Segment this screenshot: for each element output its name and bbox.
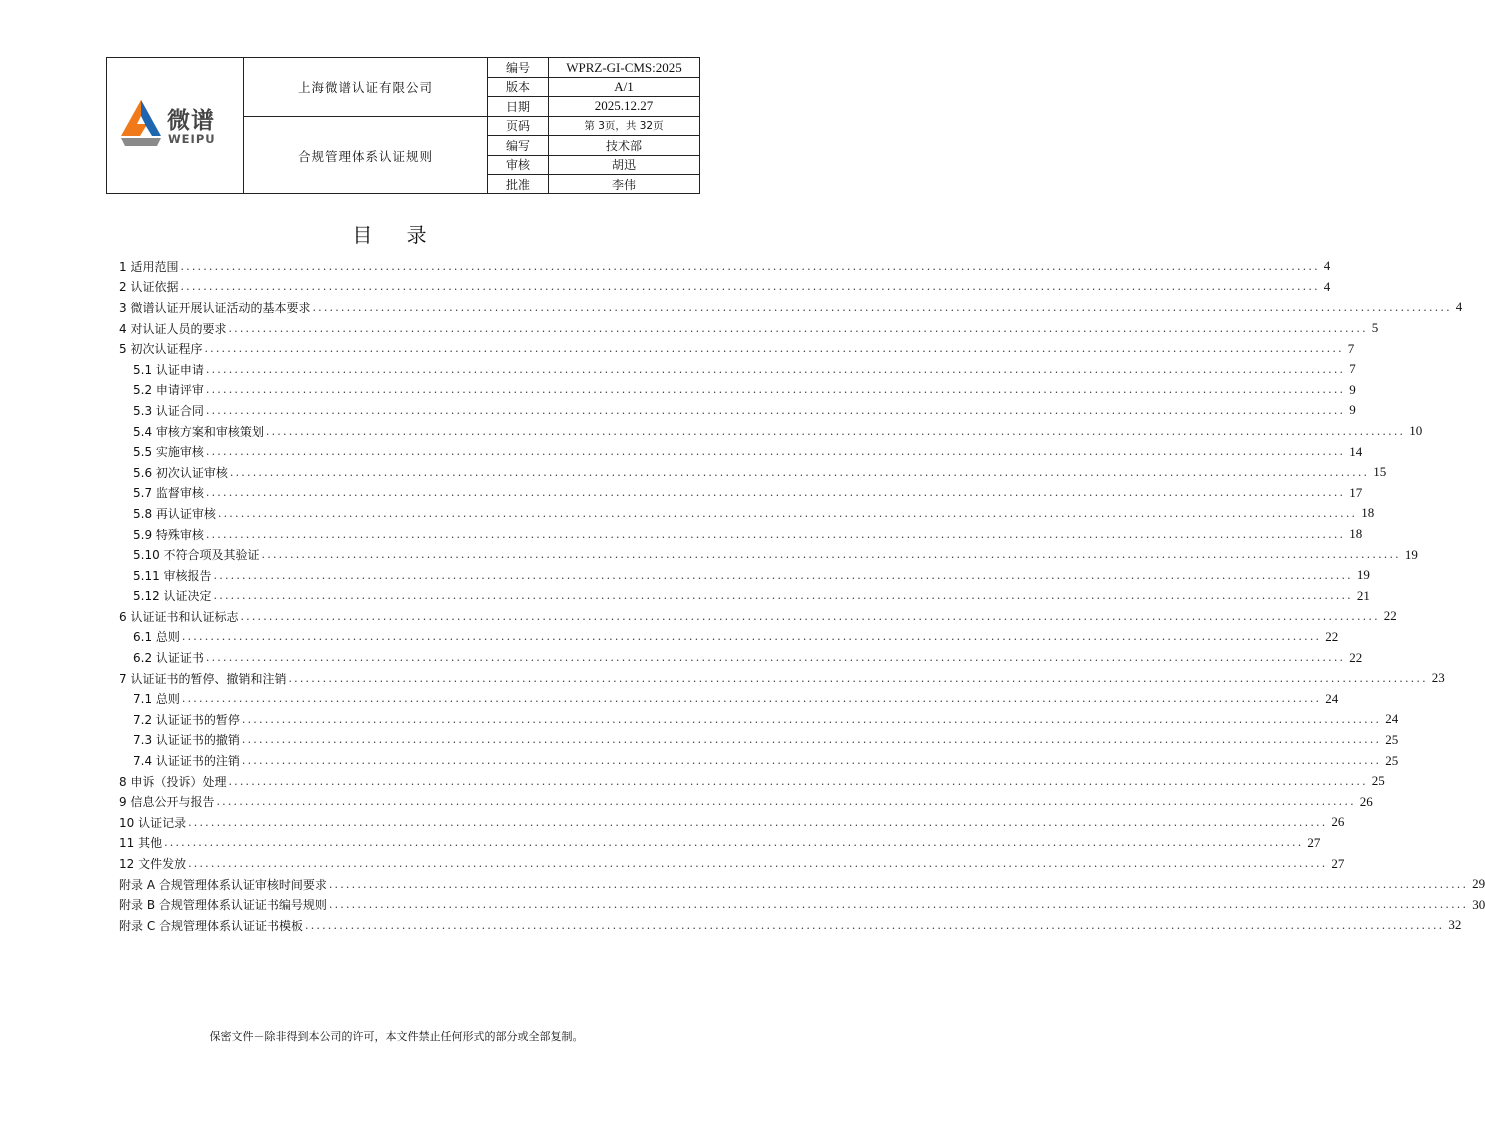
toc-entry-title: 1 适用范围 bbox=[119, 259, 179, 274]
toc-entry[interactable] bbox=[119, 277, 1331, 298]
toc-entry-title: 6 认证证书和认证标志 bbox=[119, 609, 239, 624]
toc-entry[interactable] bbox=[119, 894, 1485, 915]
toc-entry[interactable] bbox=[119, 688, 1339, 709]
toc-entry[interactable] bbox=[119, 503, 1375, 524]
toc-entry-title: 7.1 总则 bbox=[133, 692, 180, 707]
toc-entry[interactable] bbox=[119, 606, 1397, 627]
toc-entry-title: 6.2 认证证书 bbox=[133, 651, 204, 666]
document-date: 2025.12.27 bbox=[594, 98, 654, 113]
toc-leader-dots: ........................................................................................................................................................................................................ bbox=[305, 918, 1445, 932]
toc-entry[interactable] bbox=[119, 441, 1363, 462]
toc-entry-title: 附录 A 合规管理体系认证审核时间要求 bbox=[119, 877, 327, 892]
document-header-table bbox=[106, 57, 700, 194]
toc-entry[interactable] bbox=[119, 833, 1321, 854]
toc-entry[interactable] bbox=[119, 853, 1345, 874]
toc-entry-page: 22 bbox=[1349, 649, 1363, 665]
toc-entry[interactable] bbox=[119, 915, 1462, 936]
toc-entry-title: 12 文件发放 bbox=[119, 857, 187, 872]
toc-entry-title: 5.12 认证决定 bbox=[133, 589, 212, 604]
document-number: WPRZ-GI-CMS:2025 bbox=[566, 59, 682, 75]
toc-entry[interactable] bbox=[119, 586, 1370, 607]
toc-entry-title: 7.3 认证证书的撤销 bbox=[133, 733, 240, 748]
toc-entry-title: 4 对认证人员的要求 bbox=[119, 321, 227, 336]
toc-entry[interactable] bbox=[119, 318, 1379, 339]
toc-entry-page: 25 bbox=[1385, 731, 1399, 747]
field-label: 页码 bbox=[505, 119, 530, 133]
toc-entry-page: 9 bbox=[1349, 402, 1356, 418]
toc-entry-page: 29 bbox=[1472, 876, 1485, 892]
toc-entry-page: 26 bbox=[1331, 814, 1345, 830]
toc-leader-dots: ........................................................................................................................................................................................................ bbox=[205, 445, 1346, 459]
toc-leader-dots: ........................................................................................................................................................................................................ bbox=[228, 321, 1368, 335]
field-label: 编号 bbox=[505, 61, 530, 75]
toc-leader-dots: ........................................................................................................................................................................................................ bbox=[240, 609, 1380, 623]
toc-leader-dots: ........................................................................................................................................................................................................ bbox=[205, 383, 1346, 397]
field-label: 批准 bbox=[505, 177, 530, 192]
toc-entry-page: 18 bbox=[1361, 505, 1375, 521]
toc-entry-title: 5.9 特殊审核 bbox=[133, 527, 204, 542]
toc-entry-title: 5.4 审核方案和审核策划 bbox=[133, 424, 264, 439]
toc-entry-page: 30 bbox=[1472, 896, 1485, 912]
toc-entry-title: 附录 C 合规管理体系认证证书模板 bbox=[119, 918, 304, 933]
toc-entry-page: 14 bbox=[1349, 443, 1363, 459]
toc-leader-dots: ........................................................................................................................................................................................................ bbox=[216, 795, 1356, 809]
toc-entry-title: 5.6 初次认证审核 bbox=[133, 465, 228, 480]
toc-leader-dots: ........................................................................................................................................................................................................ bbox=[188, 815, 1328, 829]
toc-entry-page: 25 bbox=[1385, 752, 1399, 768]
toc-leader-dots: ........................................................................................................................................................................................................ bbox=[217, 506, 1358, 520]
logo-chinese-text: 微谱 bbox=[167, 108, 215, 134]
toc-entry[interactable] bbox=[119, 647, 1363, 668]
toc-entry-title: 5.11 审核报告 bbox=[133, 568, 212, 583]
toc-entry[interactable] bbox=[119, 668, 1445, 689]
toc-entry[interactable] bbox=[119, 730, 1399, 751]
toc-entry-title: 5.10 不符合项及其验证 bbox=[133, 548, 260, 563]
field-label: 编写 bbox=[505, 138, 530, 153]
toc-entry-page: 4 bbox=[1455, 299, 1463, 315]
toc-entry[interactable] bbox=[119, 421, 1423, 442]
toc-entry-title: 11 其他 bbox=[119, 836, 163, 851]
toc-leader-dots: ........................................................................................................................................................................................................ bbox=[188, 857, 1328, 871]
toc-leader-dots: ........................................................................................................................................................................................................ bbox=[261, 548, 1401, 562]
toc-entry-page: 9 bbox=[1349, 381, 1356, 397]
toc-entry-title: 7.4 认证证书的注销 bbox=[133, 754, 240, 769]
toc-entry-page: 22 bbox=[1383, 608, 1397, 624]
approver: 李伟 bbox=[611, 177, 636, 192]
toc-leader-dots: ........................................................................................................................................................................................................ bbox=[180, 280, 1320, 294]
toc-entry-page: 17 bbox=[1349, 484, 1363, 500]
toc-entry[interactable] bbox=[119, 874, 1485, 895]
toc-entry[interactable] bbox=[119, 524, 1363, 545]
toc-entry-page: 27 bbox=[1307, 834, 1321, 850]
toc-entry-title: 5.2 申请评审 bbox=[133, 383, 204, 398]
author-department: 技术部 bbox=[605, 138, 642, 153]
toc-leader-dots: ........................................................................................................................................................................................................ bbox=[241, 754, 1382, 768]
toc-entry[interactable] bbox=[119, 338, 1355, 359]
toc-entry-page: 23 bbox=[1431, 670, 1445, 686]
toc-leader-dots: ........................................................................................................................................................................................................ bbox=[328, 877, 1469, 891]
toc-entry-title: 5.7 监督审核 bbox=[133, 486, 204, 501]
toc-entry[interactable] bbox=[119, 791, 1373, 812]
toc-entry-title: 7 认证证书的暂停、撤销和注销 bbox=[119, 671, 287, 686]
toc-leader-dots: ........................................................................................................................................................................................................ bbox=[328, 898, 1469, 912]
toc-entry-title: 7.2 认证证书的暂停 bbox=[133, 712, 240, 727]
toc-leader-dots: ........................................................................................................................................................................................................ bbox=[288, 671, 1428, 685]
toc-entry[interactable] bbox=[119, 483, 1363, 504]
table-of-contents bbox=[119, 256, 1485, 936]
toc-entry-page: 22 bbox=[1325, 628, 1339, 644]
toc-entry-page: 18 bbox=[1349, 526, 1363, 542]
field-label: 版本 bbox=[505, 80, 530, 94]
document-version: A/1 bbox=[614, 78, 634, 94]
toc-entry-page: 4 bbox=[1323, 258, 1331, 274]
toc-entry[interactable] bbox=[119, 380, 1356, 401]
toc-entry-title: 8 申诉（投诉）处理 bbox=[119, 774, 227, 789]
toc-entry-page: 24 bbox=[1385, 711, 1399, 727]
toc-entry-page: 26 bbox=[1359, 793, 1373, 809]
company-logo bbox=[107, 58, 243, 194]
toc-leader-dots: ........................................................................................................................................................................................................ bbox=[205, 403, 1346, 417]
toc-entry-page: 7 bbox=[1349, 361, 1356, 377]
toc-entry-title: 10 认证记录 bbox=[119, 815, 187, 830]
toc-leader-dots: ........................................................................................................................................................................................................ bbox=[312, 300, 1452, 314]
field-label: 审核 bbox=[505, 158, 530, 172]
toc-entry-page: 25 bbox=[1371, 773, 1385, 789]
toc-leader-dots: ........................................................................................................................................................................................................ bbox=[180, 259, 1320, 273]
toc-leader-dots: ........................................................................................................................................................................................................ bbox=[265, 424, 1406, 438]
toc-entry[interactable] bbox=[119, 256, 1331, 277]
toc-entry-page: 32 bbox=[1448, 917, 1462, 933]
toc-entry[interactable] bbox=[119, 359, 1356, 380]
toc-leader-dots: ........................................................................................................................................................................................................ bbox=[181, 630, 1322, 644]
toc-leader-dots: ........................................................................................................................................................................................................ bbox=[204, 342, 1344, 356]
toc-entry[interactable] bbox=[119, 771, 1385, 792]
toc-entry[interactable] bbox=[119, 297, 1463, 318]
toc-entry[interactable] bbox=[119, 812, 1345, 833]
company-name: 上海微谱认证有限公司 bbox=[297, 80, 433, 95]
toc-entry[interactable] bbox=[119, 462, 1387, 483]
toc-leader-dots: ........................................................................................................................................................................................................ bbox=[205, 651, 1346, 665]
toc-entry-page: 5 bbox=[1371, 320, 1379, 336]
document-title: 合规管理体系认证规则 bbox=[297, 148, 433, 164]
toc-leader-dots: ........................................................................................................................................................................................................ bbox=[205, 527, 1346, 541]
toc-entry-title: 5.5 实施审核 bbox=[133, 445, 204, 460]
toc-entry-title: 5 初次认证程序 bbox=[119, 342, 203, 357]
toc-entry-page: 19 bbox=[1356, 567, 1370, 583]
toc-entry-page: 27 bbox=[1331, 855, 1345, 871]
toc-entry-title: 3 微谱认证开展认证活动的基本要求 bbox=[119, 300, 311, 315]
toc-entry-page: 15 bbox=[1373, 464, 1387, 480]
toc-entry[interactable] bbox=[119, 400, 1356, 421]
toc-entry[interactable] bbox=[119, 709, 1399, 730]
toc-entry[interactable] bbox=[119, 565, 1370, 586]
toc-entry-title: 5.1 认证申请 bbox=[133, 362, 204, 377]
toc-entry-page: 7 bbox=[1347, 340, 1355, 356]
toc-leader-dots: ........................................................................................................................................................................................................ bbox=[229, 465, 1370, 479]
toc-entry-page: 19 bbox=[1404, 546, 1418, 562]
toc-entry-page: 4 bbox=[1323, 278, 1331, 294]
toc-leader-dots: ........................................................................................................................................................................................................ bbox=[205, 362, 1346, 376]
toc-entry[interactable] bbox=[119, 627, 1339, 648]
toc-leader-dots: ........................................................................................................................................................................................................ bbox=[213, 589, 1353, 603]
logo-english-text: WEIPU bbox=[168, 132, 216, 146]
confidentiality-footer: 保密文件－除非得到本公司的许可，本文件禁止任何形式的部分或全部复制。 bbox=[209, 1030, 584, 1043]
toc-entry-title: 9 信息公开与报告 bbox=[119, 795, 215, 810]
toc-leader-dots: ........................................................................................................................................................................................................ bbox=[213, 568, 1353, 582]
toc-title: 目 录 bbox=[352, 223, 441, 247]
toc-entry-title: 5.3 认证合同 bbox=[133, 403, 204, 418]
toc-entry-title: 附录 B 合规管理体系认证证书编号规则 bbox=[119, 898, 327, 913]
toc-entry-page: 10 bbox=[1409, 423, 1423, 439]
toc-entry-title: 6.1 总则 bbox=[133, 630, 180, 645]
toc-leader-dots: ........................................................................................................................................................................................................ bbox=[241, 712, 1382, 726]
toc-entry-title: 5.8 再认证审核 bbox=[133, 506, 216, 521]
toc-leader-dots: ........................................................................................................................................................................................................ bbox=[205, 486, 1346, 500]
toc-entry-page: 21 bbox=[1356, 587, 1370, 603]
toc-leader-dots: ........................................................................................................................................................................................................ bbox=[228, 774, 1368, 788]
page-number: 第 3页，共 32页 bbox=[584, 120, 664, 132]
toc-leader-dots: ........................................................................................................................................................................................................ bbox=[241, 733, 1382, 747]
field-label: 日期 bbox=[505, 99, 530, 114]
toc-entry-page: 24 bbox=[1325, 690, 1339, 706]
toc-entry-title: 2 认证依据 bbox=[119, 280, 179, 295]
toc-leader-dots: ........................................................................................................................................................................................................ bbox=[164, 836, 1304, 850]
toc-leader-dots: ........................................................................................................................................................................................................ bbox=[181, 692, 1322, 706]
toc-entry[interactable] bbox=[119, 544, 1418, 565]
toc-entry[interactable] bbox=[119, 750, 1399, 771]
reviewer: 胡迅 bbox=[611, 158, 636, 172]
